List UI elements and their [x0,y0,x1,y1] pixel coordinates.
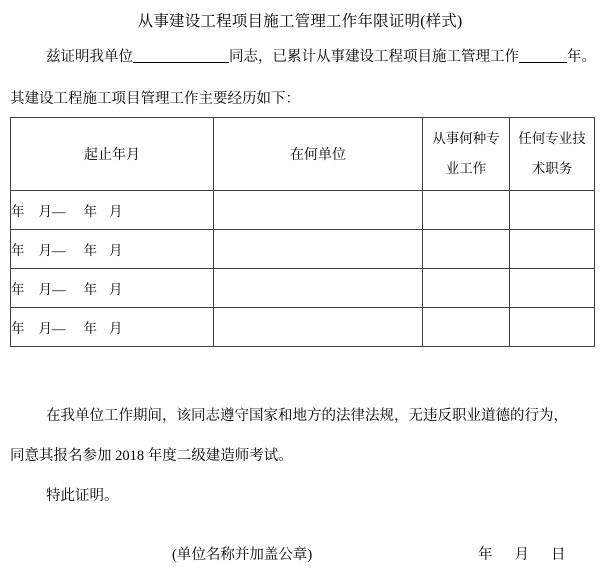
closing-paragraphs [10,396,592,516]
cell-period[interactable] [11,308,214,347]
period-month-end: 月 [109,282,123,297]
intro-text-part2: 同志，已累计从事建设工程项目施工管理工作 [229,49,519,65]
date-year-label: 年 [478,547,493,563]
name-blank-field[interactable] [133,62,229,63]
table-body [11,191,595,347]
signature-date [478,544,566,566]
column-header-unit [214,118,423,191]
period-dash: — [52,204,66,219]
cell-unit[interactable] [214,269,423,308]
period-month-start: 月 [38,243,52,258]
experience-table [10,117,595,347]
cell-title[interactable] [510,308,595,347]
cell-work[interactable] [423,269,510,308]
subheading: 其建设工程施工项目管理工作主要经历如下： [10,91,300,107]
table-header-row [11,118,595,191]
column-header-period [11,118,214,191]
column-header-title-line1: 任何专业技 [518,131,586,146]
period-month-start: 月 [38,282,52,297]
table-header [11,118,595,191]
period-year-end: 年 [83,204,97,219]
period-month-start: 月 [38,321,52,336]
cell-title[interactable] [510,230,595,269]
period-year-end: 年 [83,282,97,297]
cell-period[interactable] [11,191,214,230]
period-month-end: 月 [109,243,123,258]
table-row [11,191,595,230]
cell-work[interactable] [423,191,510,230]
column-header-period-label: 起止年月 [84,148,140,163]
years-blank-field[interactable] [519,62,567,63]
cell-period[interactable] [11,269,214,308]
cell-period[interactable] [11,230,214,269]
column-header-unit-label: 在何单位 [290,148,346,163]
closing-line-3 [10,476,592,516]
period-month-start: 月 [38,204,52,219]
seal-note: (单位名称并加盖公章) [172,547,313,563]
cell-unit[interactable] [214,308,423,347]
closing-line-3-text: 特此证明。 [46,488,119,504]
page-title: 从事建设工程项目施工管理工作年限证明(样式) [137,13,463,30]
intro-statement [10,46,596,68]
date-day-label: 日 [551,547,566,563]
table-row [11,308,595,347]
period-dash: — [52,243,66,258]
table-row [11,230,595,269]
date-month-label: 月 [514,547,529,563]
period-dash: — [52,321,66,336]
period-year-end: 年 [83,243,97,258]
period-dash: — [52,282,66,297]
cell-title[interactable] [510,191,595,230]
cell-unit[interactable] [214,230,423,269]
intro-text-part3: 年。 [567,49,596,65]
intro-text-part1: 兹证明我单位 [46,49,133,65]
column-header-work [423,118,510,191]
table-row [11,269,595,308]
column-header-title [510,118,595,191]
period-year-start: 年 [11,282,25,297]
period-year-start: 年 [11,321,25,336]
period-year-start: 年 [11,204,25,219]
period-year-start: 年 [11,243,25,258]
closing-line-1 [10,396,592,436]
period-month-end: 月 [109,321,123,336]
cell-work[interactable] [423,230,510,269]
cell-work[interactable] [423,308,510,347]
column-header-title-line2: 术职务 [531,161,573,176]
cell-title[interactable] [510,269,595,308]
period-month-end: 月 [109,204,123,219]
column-header-work-line2: 业工作 [445,161,487,176]
closing-line-2: 同意其报名参加 2018 年度二级建造师考试。 [10,448,293,464]
period-year-end: 年 [83,321,97,336]
column-header-work-line1: 从事何种专 [432,131,500,146]
closing-line-1-text: 在我单位工作期间，该同志遵守国家和地方的法律法规，无违反职业道德的行为， [46,408,568,424]
cell-unit[interactable] [214,191,423,230]
